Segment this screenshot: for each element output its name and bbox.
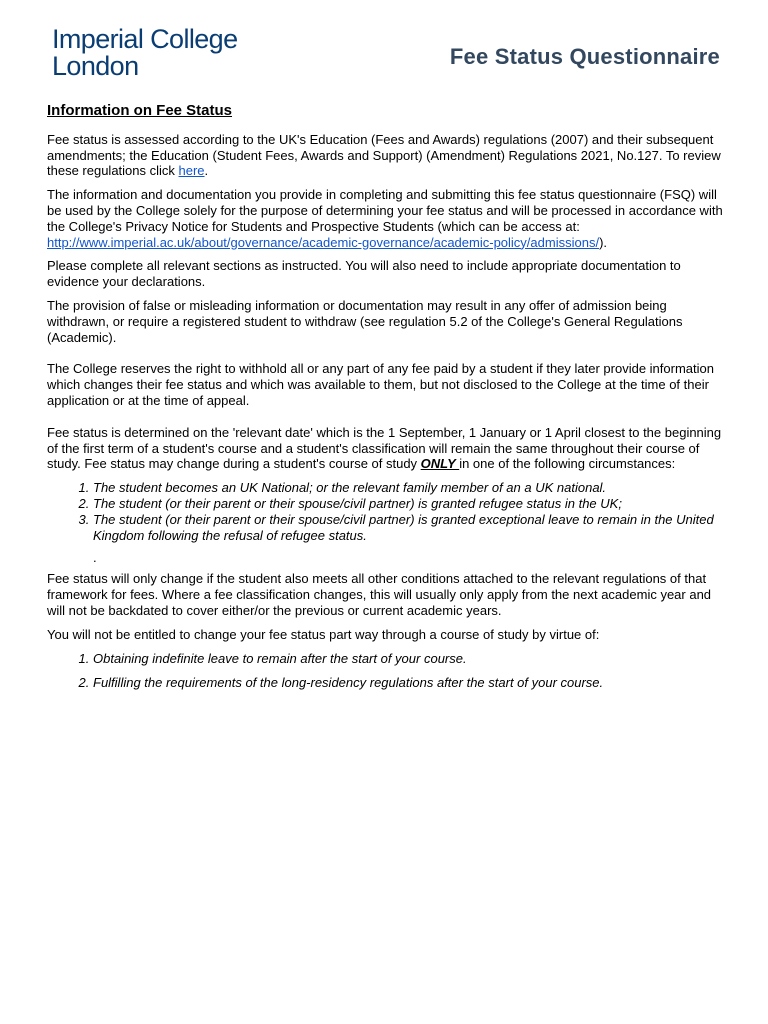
college-logo [52, 26, 238, 80]
list-item: 2. The student (or their parent or their spouse/civil partner) is granted refugee status in the UK; [93, 496, 727, 512]
privacy-policy-link[interactable]: http://www.imperial.ac.uk/about/governance/academic-governance/academic-policy/admissions/ [47, 234, 600, 250]
paragraph-relevant-date-end: in one of the following circumstances: [459, 456, 676, 472]
paragraph-withhold-fee: The College reserves the right to withhold all or any part of any fee paid by a student if they later provide information which changes their fee status and which was available to them, but not disclosed to the College at the time of their application or at the time of appeal. [47, 361, 714, 408]
paragraph-fee-change-conditions: Fee status will only change if the student also meets all other conditions attached to the relevant regulations of that framework for fees. Where a fee classification changes, this will usually only apply from the next academic year and will not be backdated to cover either/or the previous or current academic years. [47, 571, 712, 618]
logo-line-2: London [52, 51, 139, 81]
list-item: 1. Obtaining indefinite leave to remain after the start of your course. [93, 651, 727, 667]
paragraph-privacy-text: The information and documentation you provide in completing and submitting this fee status questionnaire (FSQ) will be used by the College solely for the purpose of determining your fee status and will be processed in accordance with the College's Privacy Notice for Students and Prospective Students (which can be access at: [47, 187, 723, 234]
paragraph-not-entitled: You will not be entitled to change your fee status part way through a course of study by virtue of: [47, 626, 600, 642]
paragraph-regulations-text: Fee status is assessed according to the UK's Education (Fees and Awards) regulations (2007) and their subsequent amendments; the Education (Student Fees, Awards and Support) (Amendment) Regulations 2021, No.127. To review these regulations click [47, 131, 721, 179]
section-heading: Information on Fee Status [47, 102, 233, 119]
list-item: 1. The student becomes an UK National; or the relevant family member of an a UK national. [93, 480, 727, 496]
paragraph-regulations [47, 132, 727, 179]
circumstances-list [47, 480, 727, 543]
paragraph-relevant-date [47, 425, 727, 472]
logo-line-1: Imperial College [52, 24, 238, 54]
paragraph-complete-sections: Please complete all relevant sections as instructed. You will also need to include appropriate documentation to evidence your declarations. [47, 258, 681, 290]
paragraph-relevant-date-text: Fee status is determined on the 'relevant date' which is the 1 September, 1 January or 1 April closest to the beginning of the first term of a student's course and a student's classification will remain the same throughout their course of study. Fee status may change during a student's course of study [47, 424, 722, 472]
regulations-link[interactable]: here [178, 163, 205, 179]
not-entitled-list [47, 651, 727, 692]
main-content [47, 103, 727, 700]
paragraph-privacy-end: ). [599, 234, 608, 250]
stray-dot: . [93, 550, 97, 566]
only-emphasis: ONLY [420, 456, 460, 472]
paragraph-privacy [47, 187, 727, 250]
list-item: 2. Fulfilling the requirements of the long-residency regulations after the start of your course. [93, 675, 727, 691]
document-title: Fee Status Questionnaire [449, 44, 720, 69]
list-item: 3. The student (or their parent or their spouse/civil partner) is granted exceptional leave to remain in the United Kingdom following the refusal of refugee status. [93, 512, 727, 544]
paragraph-false-information: The provision of false or misleading information or documentation may result in any offer of admission being withdrawn, or require a registered student to withdraw (see regulation 5.2 of the College's General Regulations (Academic). [47, 297, 683, 345]
paragraph-regulations-end: . [204, 163, 209, 179]
